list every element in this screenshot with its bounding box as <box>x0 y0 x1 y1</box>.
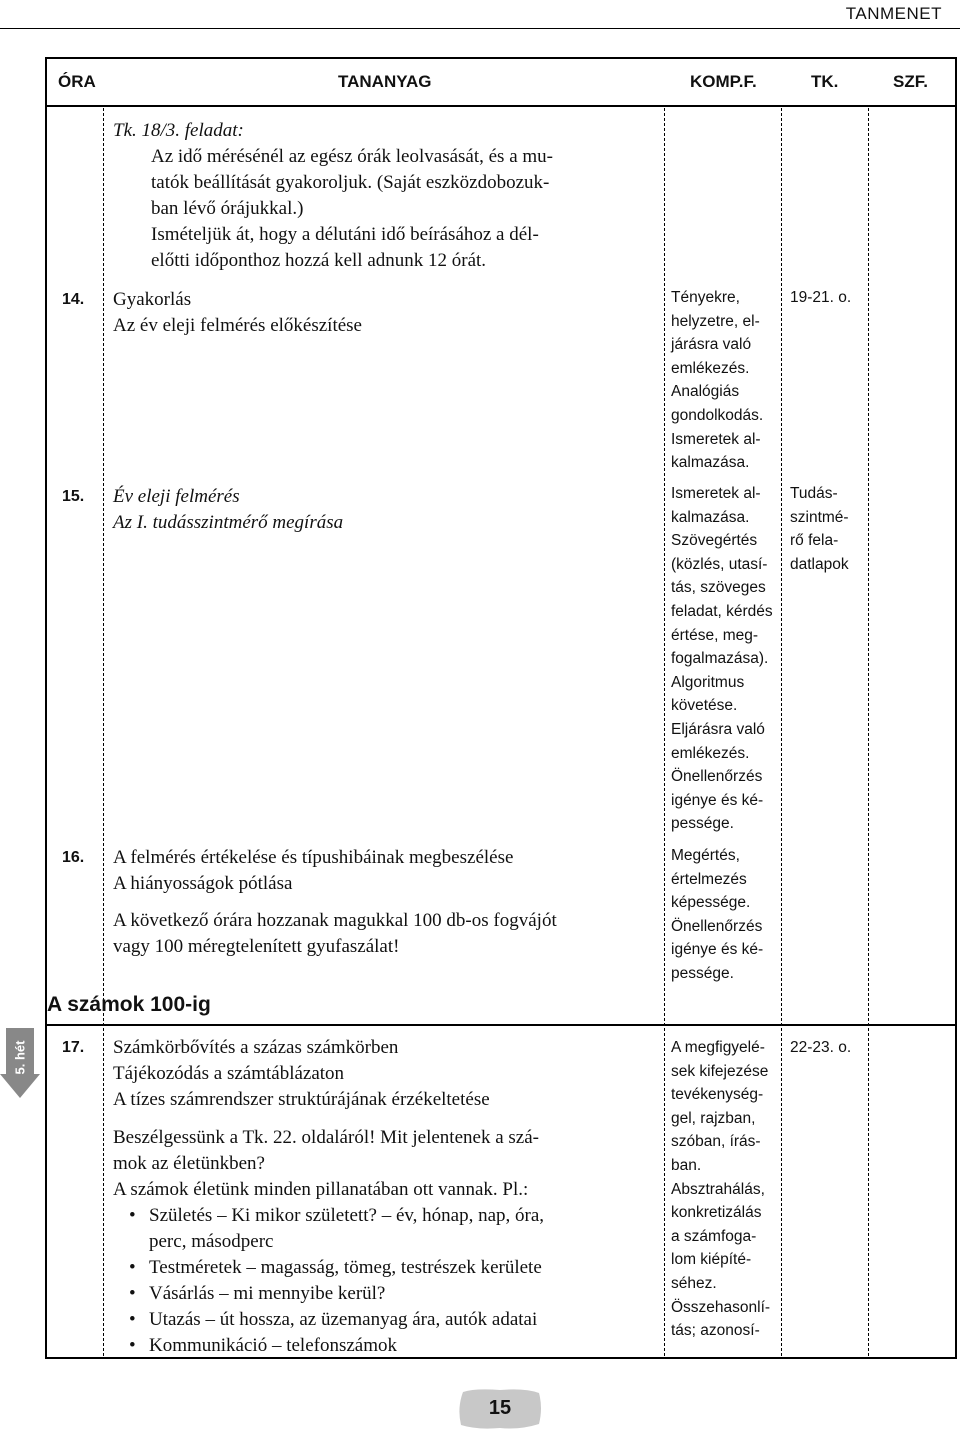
competence-line: tás; azonosí- <box>671 1322 760 1340</box>
lesson-title-line: Számkörbővítés a százas számkörben <box>113 1037 399 1058</box>
col-divider-tk <box>868 108 869 1356</box>
lesson-title-line: Év eleji felmérés <box>113 486 240 507</box>
competence-line: séhez. <box>671 1274 717 1292</box>
competence-line: sek kifejezése <box>671 1062 769 1080</box>
body-line: mok az életünkben? <box>113 1153 265 1174</box>
competence-line: Ismeretek al- <box>671 485 761 502</box>
list-item: • Születés – Ki mikor született? – év, hónap, nap, óra, perc, másodperc <box>113 1203 544 1255</box>
competence-line: gel, rajzban, <box>671 1109 756 1127</box>
competence-list <box>671 482 773 836</box>
lesson-title-line: Gyakorlás <box>113 289 192 310</box>
competence-line: Önellenőrzés <box>671 768 763 786</box>
competence-line: Absztrahálás, <box>671 1180 765 1198</box>
materials-line: szintmé- <box>790 508 849 526</box>
homework-note <box>113 908 557 960</box>
intro-line: előtti időponthoz hozzá kell adnunk 12 órát. <box>151 250 487 271</box>
competence-list <box>671 1036 770 1343</box>
competence-line: lom kiépíté- <box>671 1251 752 1269</box>
competence-line: értelmezés <box>671 870 747 888</box>
competence-line: emlékezés. <box>671 744 750 762</box>
competence-line: Szövegértés <box>671 532 758 550</box>
document-header-title: TANMENET <box>845 4 942 23</box>
lesson-title-line: Az év eleji felmérés előkészítése <box>113 315 362 336</box>
col-header-komp: KOMP.F. <box>690 72 757 91</box>
competence-line: Analógiás <box>671 383 740 401</box>
col-header-szf: SZF. <box>893 72 928 91</box>
competence-line: értése, meg- <box>671 626 759 644</box>
intro-line: Tk. 18/3. feladat: <box>113 120 244 141</box>
lesson-title <box>113 287 362 339</box>
lesson-title <box>113 484 343 536</box>
col-divider-ora <box>103 108 104 1356</box>
col-header-tananyag: TANANYAG <box>338 72 432 91</box>
section-title: A számok 100-ig <box>47 993 211 1016</box>
competence-line: emlékezés. <box>671 359 750 377</box>
list-item: • Vásárlás – mi mennyibe kerül? <box>113 1281 544 1307</box>
competence-line: kalmazása. <box>671 508 750 526</box>
competence-line: Algoritmus <box>671 673 745 691</box>
competence-line: Megértés, <box>671 847 740 864</box>
competence-line: követése. <box>671 697 738 715</box>
competence-list <box>671 844 763 986</box>
competence-line: igénye és ké- <box>671 791 764 809</box>
competence-line: járásra való <box>671 336 752 354</box>
competence-line: helyzetre, el- <box>671 312 760 330</box>
lesson-title-line: A felmérés értékelése és típushibáinak megbeszélése <box>113 847 514 868</box>
intro-line: tatók beállítását gyakoroljuk. (Saját eszközdobozuk- <box>151 172 550 193</box>
body-line: Beszélgessünk a Tk. 22. oldaláról! Mit jelentenek a szá- <box>113 1127 539 1148</box>
header-rule <box>0 28 960 29</box>
list-item: • Testméretek – magasság, tömeg, testrészek kerülete <box>113 1255 544 1281</box>
col-header-ora: ÓRA <box>58 72 96 91</box>
textbook-pages: 19-21. o. <box>790 289 852 306</box>
week-label: 5. hét <box>12 1040 28 1075</box>
competence-line: szóban, írás- <box>671 1133 761 1151</box>
intro-block <box>113 118 553 274</box>
lesson-title-line: A tízes számrendszer struktúrájának érzékeltetése <box>113 1089 490 1110</box>
competence-line: fogalmazása). <box>671 650 769 668</box>
competence-line: tevékenység- <box>671 1086 764 1104</box>
lesson-title <box>113 845 513 897</box>
note-line: vagy 100 méregtelenített gyufaszálat! <box>113 936 400 957</box>
competence-line: igénye és ké- <box>671 941 764 959</box>
lesson-number: 15. <box>62 488 85 505</box>
competence-line: konkretizálás <box>671 1204 762 1222</box>
competence-line: gondolkodás. <box>671 406 764 424</box>
textbook-pages: 22-23. o. <box>790 1039 852 1056</box>
intro-line: Ismételjük át, hogy a délutáni idő beírásához a dél- <box>151 224 539 245</box>
competence-line: pessége. <box>671 964 734 982</box>
section-divider <box>45 1024 957 1026</box>
competence-line: A megfigyelé- <box>671 1039 765 1056</box>
competence-line: Eljárásra való <box>671 720 765 738</box>
col-header-tk: TK. <box>811 72 839 91</box>
competence-line: kalmazása. <box>671 454 750 472</box>
competence-line: ban. <box>671 1156 702 1174</box>
competence-line: (közlés, utasí- <box>671 555 768 573</box>
lesson-number: 16. <box>62 849 85 866</box>
lesson-number: 17. <box>62 1039 85 1056</box>
body-line: A számok életünk minden pillanatában ott vannak. Pl.: <box>113 1179 529 1200</box>
competence-line: Önellenőrzés <box>671 917 763 935</box>
col-divider-komp <box>781 108 782 1356</box>
page-number-badge <box>455 1386 545 1432</box>
week-tab <box>0 1028 40 1100</box>
intro-line: Az idő mérésénél az egész órák leolvasását, és a mu- <box>151 146 553 167</box>
competence-line: képessége. <box>671 894 751 912</box>
supplementary-materials <box>790 482 849 576</box>
example-list <box>113 1203 544 1359</box>
competence-line: pessége. <box>671 815 734 833</box>
lesson-body <box>113 1125 539 1203</box>
lesson-title <box>113 1035 490 1113</box>
competence-line: feladat, kérdés <box>671 602 773 620</box>
materials-line: datlapok <box>790 555 849 573</box>
list-item: • Utazás – út hossza, az üzemanyag ára, autók adatai <box>113 1307 544 1333</box>
note-line: A következő órára hozzanak magukkal 100 db-os fogvájót <box>113 910 557 931</box>
lesson-title-line: A hiányosságok pótlása <box>113 873 293 894</box>
materials-line: rő fela- <box>790 532 839 550</box>
competence-list <box>671 286 763 475</box>
competence-line: a számfoga- <box>671 1227 757 1245</box>
lesson-title-line: Az I. tudásszintmérő megírása <box>113 512 344 533</box>
lesson-number: 14. <box>62 291 85 308</box>
materials-line: Tudás- <box>790 485 838 502</box>
col-divider-tananyag <box>664 108 665 1356</box>
lesson-title-line: Tájékozódás a számtáblázaton <box>113 1063 345 1084</box>
intro-line: ban lévő órájukkal.) <box>151 198 304 219</box>
competence-line: Összehasonlí- <box>671 1298 771 1316</box>
page-number: 15 <box>488 1397 512 1419</box>
list-item: • Kommunikáció – telefonszámok <box>113 1333 544 1359</box>
competence-line: Ismeretek al- <box>671 430 761 448</box>
competence-line: tás, szöveges <box>671 579 766 597</box>
competence-line: Tényekre, <box>671 289 740 306</box>
